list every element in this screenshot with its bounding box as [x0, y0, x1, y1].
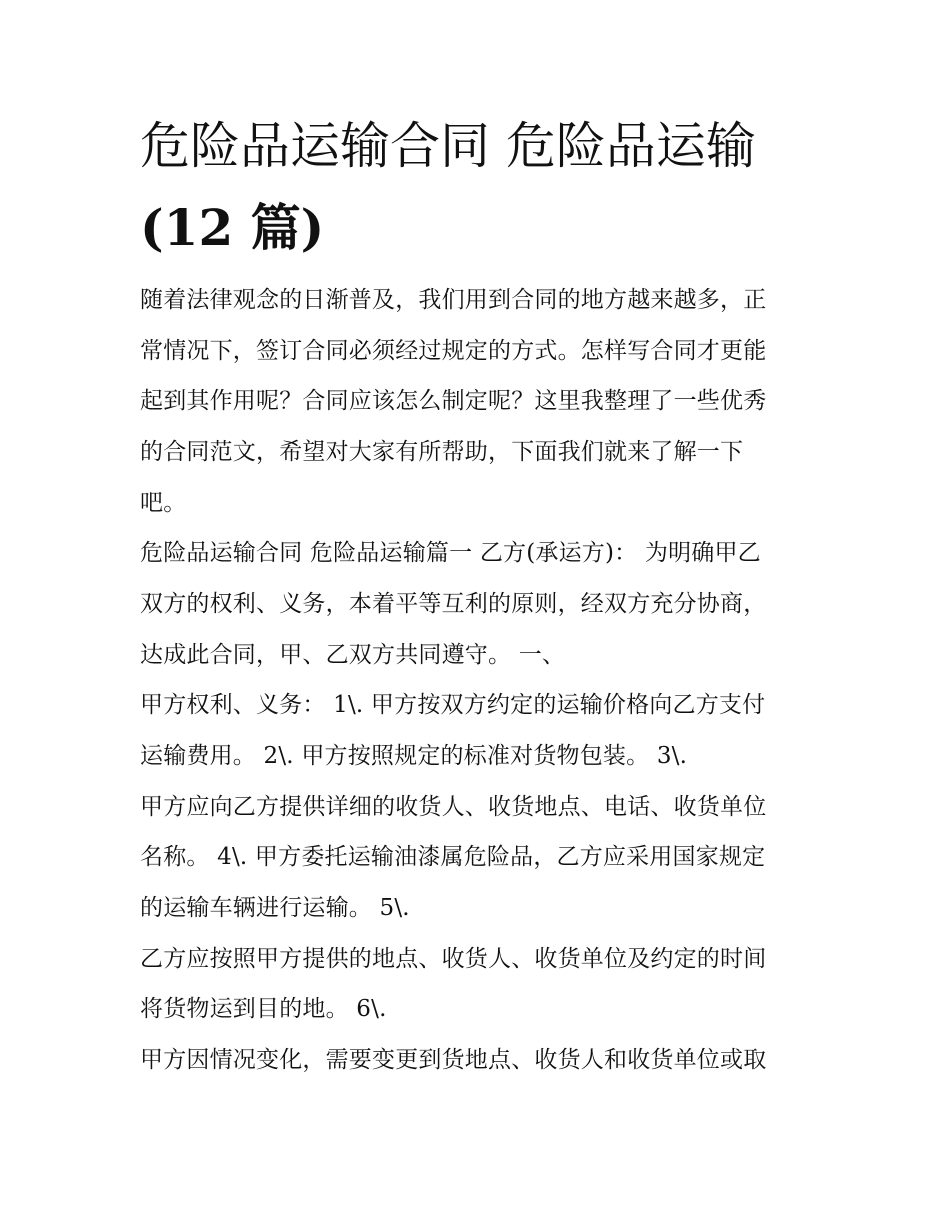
body-line: 甲方因情况变化，需要变更到货地点、收货人和收货单位或取 — [140, 1047, 767, 1073]
body-line: 名称。 4\. 甲方委托运输油漆属危险品，乙方应采用国家规定 — [140, 844, 766, 870]
body-line: 达成此合同，甲、乙双方共同遵守。 一、 — [140, 642, 566, 668]
body-line: 吧。 — [140, 490, 187, 516]
body-line: 将货物运到目的地。 6\. — [140, 996, 387, 1022]
body-line: 随着法律观念的日渐普及，我们用到合同的地方越来越多，正 — [140, 287, 767, 313]
body-line: 的运输车辆进行运输。 5\. — [140, 895, 410, 921]
body-line: 的合同范文，希望对大家有所帮助，下面我们就来了解一下 — [140, 439, 744, 465]
body-line: 甲方应向乙方提供详细的收货人、收货地点、电话、收货单位 — [140, 794, 767, 820]
body-line: 乙方应按照甲方提供的地点、收货人、收货单位及约定的时间 — [140, 946, 767, 972]
body-line: 起到其作用呢？合同应该怎么制定呢？这里我整理了一些优秀 — [140, 388, 767, 414]
body-line: 常情况下，签订合同必须经过规定的方式。怎样写合同才更能 — [140, 338, 767, 364]
document-title-line-1: 危险品运输合同 危险品运输 — [140, 117, 756, 175]
body-line: 双方的权利、义务，本着平等互利的原则，经双方充分协商， — [140, 591, 767, 617]
body-line: 危险品运输合同 危险品运输篇一 乙方(承运方)： 为明确甲乙 — [140, 540, 761, 566]
body-line: 运输费用。 2\. 甲方按照规定的标准对货物包装。 3\. — [140, 743, 688, 769]
body-line: 甲方权利、义务： 1\. 甲方按双方约定的运输价格向乙方支付 — [140, 692, 766, 718]
document-title-line-2: (12 篇) — [140, 198, 325, 257]
